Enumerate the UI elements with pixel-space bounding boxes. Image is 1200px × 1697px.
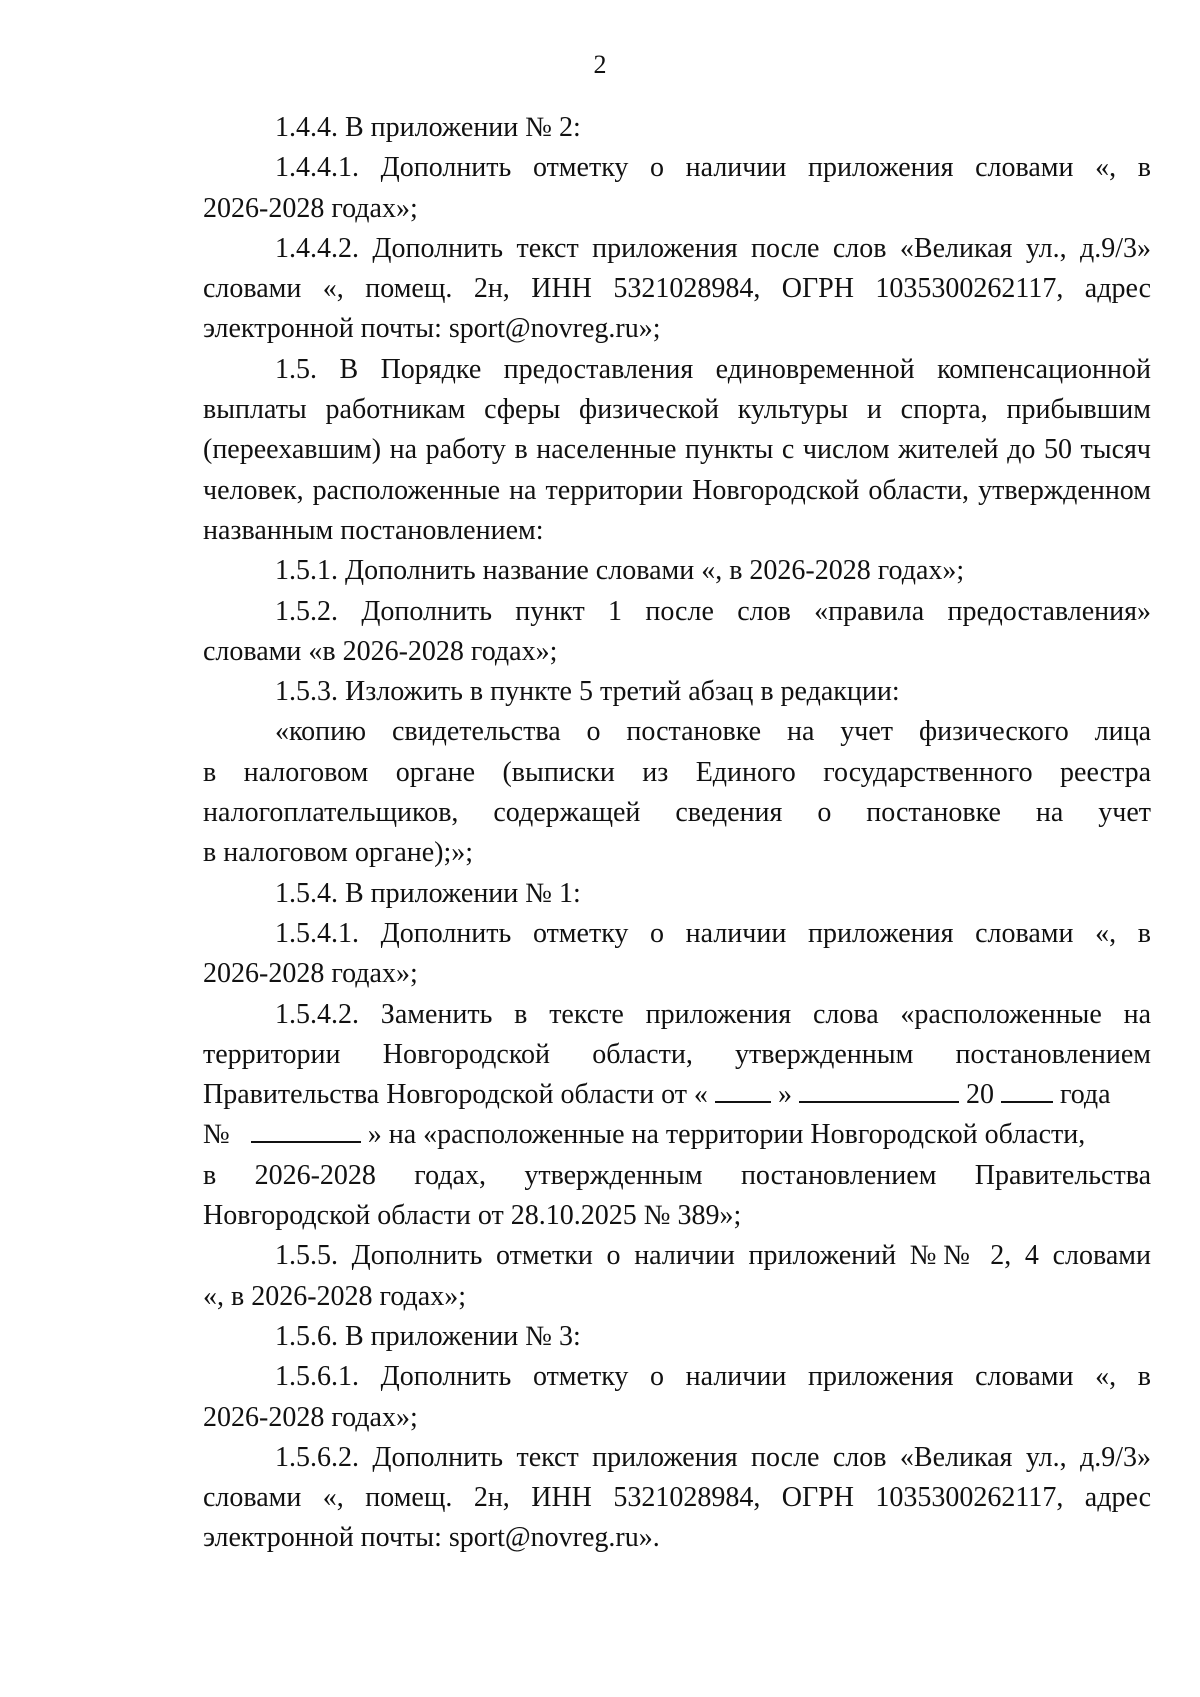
paragraph-1-5-6-1 (203, 1357, 1151, 1438)
text-line: словами «, помещ. 2н, ИНН 5321028984, ОГРН 1035300262117, адрес (203, 1482, 1151, 1514)
text-line: 1.5.2. Дополнить пункт 1 после слов «правила предоставления» (275, 595, 1151, 627)
paragraph-1-5-4 (203, 874, 1151, 914)
paragraph-1-5-6-2 (203, 1438, 1151, 1559)
text-fragment: Правительства Новгородской области от « (203, 1079, 708, 1111)
text-line: налогоплательщиков, содержащей сведения о постановке на учет (203, 797, 1151, 829)
text-line: 1.5.3. Изложить в пункте 5 третий абзац в редакции: (275, 676, 900, 708)
text-line: 1.5.1. Дополнить название словами «, в 2026-2028 годах»; (275, 555, 965, 587)
text-line: 1.5.4. В приложении № 1: (275, 877, 581, 909)
text-line: электронной почты: sport@novreg.ru»; (203, 313, 661, 345)
text-line: 1.5.6.1. Дополнить отметку о наличии приложения словами «, в (275, 1361, 1151, 1393)
text-line: 1.5.6. В приложении № 3: (275, 1320, 581, 1352)
paragraph-1-4-4-2 (203, 229, 1151, 350)
text-line: выплаты работникам сферы физической культуры и спорта, прибывшим (203, 394, 1151, 426)
text-line: словами «в 2026-2028 годах»; (203, 635, 558, 667)
text-line: 1.4.4.2. Дополнить текст приложения после слов «Великая ул., д.9/3» (275, 232, 1151, 264)
text-line: в 2026-2028 годах, утвержденным постановлением Правительства (203, 1159, 1151, 1191)
document-body (203, 108, 1151, 1559)
text-fragment: года (1059, 1079, 1111, 1111)
text-line: «, в 2026-2028 годах»; (203, 1280, 466, 1312)
text-fragment: 20 (965, 1079, 994, 1111)
text-line: в налоговом органе);»; (203, 837, 474, 869)
text-line: (переехавшим) на работу в населенные пункты с числом жителей до 50 тысяч (203, 434, 1151, 466)
text-fragment: » (777, 1079, 792, 1111)
text-line: «копию свидетельства о постановке на учет физического лица (275, 716, 1151, 748)
paragraph-1-5-3 (203, 672, 1151, 712)
text-line: территории Новгородской области, утвержденным постановлением (203, 1038, 1151, 1070)
paragraph-1-5-4-2 (203, 995, 1151, 1237)
paragraph-1-5-1 (203, 551, 1151, 591)
text-line: электронной почты: sport@novreg.ru». (203, 1522, 660, 1554)
paragraph-1-4-4-1 (203, 148, 1151, 229)
text-line: 1.5.6.2. Дополнить текст приложения после слов «Великая ул., д.9/3» (275, 1441, 1151, 1473)
text-line: человек, расположенные на территории Новгородской области, утвержденном (203, 474, 1151, 506)
text-line: названным постановлением: (203, 514, 544, 546)
quoted-paragraph (203, 712, 1151, 873)
text-line: 1.5.4.1. Дополнить отметку о наличии приложения словами «, в (275, 917, 1151, 949)
text-line: 2026-2028 годах»; (203, 192, 418, 224)
page-number: 2 (593, 50, 607, 79)
text-line: 1.4.4.1. Дополнить отметку о наличии приложения словами «, в (275, 152, 1151, 184)
paragraph-1-5-2 (203, 592, 1151, 673)
paragraph-1-5 (203, 350, 1151, 551)
blank-month-field (799, 1079, 959, 1103)
text-fragment: № (203, 1119, 230, 1151)
blank-year-field (1001, 1079, 1053, 1103)
blank-number-field (251, 1119, 361, 1143)
text-line: 1.5. В Порядке предоставления единовременной компенсационной (275, 353, 1151, 385)
text-line: 2026-2028 годах»; (203, 1401, 418, 1433)
paragraph-1-4-4 (203, 108, 1151, 148)
text-line: 2026-2028 годах»; (203, 958, 418, 990)
text-line-with-blanks (203, 1115, 1151, 1155)
paragraph-1-5-5 (203, 1236, 1151, 1317)
text-fragment: » на «расположенные на территории Новгородской области, (367, 1119, 1086, 1151)
text-line-with-blanks (203, 1075, 1151, 1115)
text-line: в налоговом органе (выписки из Единого государственного реестра (203, 756, 1151, 788)
blank-day-field (715, 1079, 771, 1103)
paragraph-1-5-6 (203, 1317, 1151, 1357)
text-line: Новгородской области от 28.10.2025 № 389»; (203, 1200, 742, 1232)
text-line: словами «, помещ. 2н, ИНН 5321028984, ОГРН 1035300262117, адрес (203, 273, 1151, 305)
text-line: 1.5.5. Дополнить отметки о наличии приложений №№ 2, 4 словами (275, 1240, 1151, 1272)
text-line: 1.4.4. В приложении № 2: (275, 112, 581, 143)
paragraph-1-5-4-1 (203, 914, 1151, 995)
text-line: 1.5.4.2. Заменить в тексте приложения слова «расположенные на (275, 998, 1151, 1030)
